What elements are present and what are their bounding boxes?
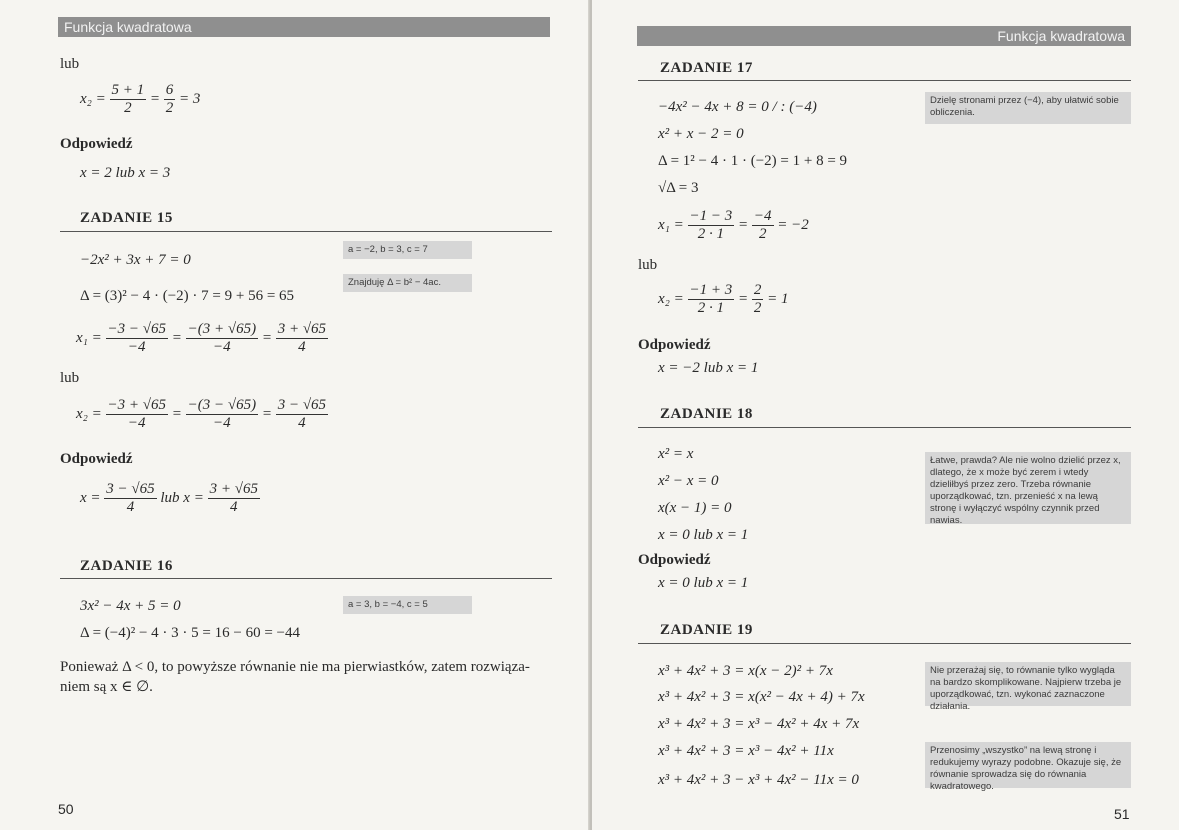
right-header-title: Funkcja kwadratowa	[997, 28, 1125, 44]
task-18-equation-4: x = 0 lub x = 1	[658, 527, 749, 543]
task-19-note-2: Przenosimy „wszystko” na lewą stronę i redukujemy wyrazy podobne. Okazuje się, że równanie sprowadza się do równania kwadratowego.	[925, 742, 1131, 788]
task-15-title: ZADANIE 15	[80, 210, 173, 226]
task-16-rule	[60, 578, 552, 579]
task-18-answer-heading: Odpowiedź	[638, 552, 711, 568]
task-17-delta: Δ = 1² − 4 · 1 · (−2) = 1 + 8 = 9	[658, 153, 848, 169]
right-header-banner	[637, 26, 1131, 46]
right-page	[592, 0, 1179, 830]
task-17-x2: x₂ = $\frac{-1 + 3}{2 \cdot 1}$ = $\frac{2}{2}$ = 1	[658, 282, 789, 316]
task-15-note-delta: Znajduję Δ = b² − 4ac.	[343, 274, 472, 292]
task-17-answer: x = −2 lub x = 1	[658, 360, 759, 376]
task-19-equation-4: x³ + 4x² + 3 = x³ − 4x² + 11x	[658, 743, 834, 759]
task-18-equation-1: x² = x	[658, 446, 694, 462]
task-17-x1: x₁ = $\frac{-1 - 3}{2 \cdot 1}$ = $\frac{-4}{2}$ = −2	[658, 208, 809, 242]
task-17-sqrt-delta: √Δ = 3	[658, 180, 699, 196]
task-16-equation: 3x² − 4x + 5 = 0	[80, 598, 181, 614]
task-18-rule	[638, 427, 1131, 428]
task-15-delta: Δ = (3)² − 4 · (−2) · 7 = 9 + 56 = 65	[80, 288, 295, 304]
answer-heading: Odpowiedź	[60, 136, 133, 152]
task-19-equation-5: x³ + 4x² + 3 − x³ + 4x² − 11x = 0	[658, 772, 859, 788]
answer-text: x = 2 lub x = 3	[80, 165, 171, 181]
task-17-note: Dzielę stronami przez (−4), aby ułatwić sobie obliczenia.	[925, 92, 1131, 124]
task-15-x2: x₂ = $\frac{-3 + √65}{-4}$ = $\frac{-(3 - √65)}{-4}$ = $\frac{3 - √65}{4}$	[76, 397, 327, 431]
task-15-rule	[60, 231, 552, 232]
task-16-delta: Δ = (−4)² − 4 · 3 · 5 = 16 − 60 = −44	[80, 625, 301, 641]
task-17-rule	[638, 80, 1131, 81]
task-17-answer-heading: Odpowiedź	[638, 337, 711, 353]
left-header-title: Funkcja kwadratowa	[64, 19, 192, 35]
lub-label: lub	[60, 56, 80, 72]
task-19-note-1: Nie przerażaj się, to równanie tylko wygląda na bardzo skomplikowane. Najpierw trzeba je uporządkować, tzn. wykonać zaznaczone działania.	[925, 662, 1131, 706]
task-18-note: Łatwe, prawda? Ale nie wolno dzielić przez x, dlatego, że x może być zerem i wtedy dzieliłbyś przez zero. Trzeba równanie uporządkować, tzn. przenieść x na lewą stronę i wyłączyć wspólny czynnik przed nawias.	[925, 452, 1131, 524]
task-19-rule	[638, 643, 1131, 644]
task-17-reduced-equation: x² + x − 2 = 0	[658, 126, 744, 142]
task-19-title: ZADANIE 19	[660, 622, 753, 638]
task-19-equation-3: x³ + 4x² + 3 = x³ − 4x² + 4x + 7x	[658, 716, 860, 732]
task-18-equation-3: x(x − 1) = 0	[658, 500, 732, 516]
task-15-answer-heading: Odpowiedź	[60, 451, 133, 467]
task-18-answer: x = 0 lub x = 1	[658, 575, 749, 591]
task-19-equation-2: x³ + 4x² + 3 = x(x² − 4x + 4) + 7x	[658, 689, 865, 705]
task-16-title: ZADANIE 16	[80, 558, 173, 574]
task-15-note-coefficients: a = −2, b = 3, c = 7	[343, 241, 472, 259]
task-15-equation: −2x² + 3x + 7 = 0	[80, 252, 191, 268]
task-15-lub: lub	[60, 370, 80, 386]
task-15-answer: x = $\frac{3 - √65}{4}$ lub x = $\frac{3 + √65}{4}$	[80, 481, 258, 515]
right-page-number: 51	[1114, 806, 1130, 822]
task-17-title: ZADANIE 17	[660, 60, 753, 76]
task-17-equation: −4x² − 4x + 8 = 0 / : (−4)	[658, 99, 817, 115]
left-header-banner	[58, 17, 550, 37]
task-18-title: ZADANIE 18	[660, 406, 753, 422]
task-15-x1: x₁ = $\frac{-3 - √65}{-4}$ = $\frac{-(3 + √65)}{-4}$ = $\frac{3 + √65}{4}$	[76, 321, 327, 355]
task-18-equation-2: x² − x = 0	[658, 473, 719, 489]
left-page-number: 50	[58, 801, 74, 817]
task-19-equation-1: x³ + 4x² + 3 = x(x − 2)² + 7x	[658, 663, 833, 679]
task-16-conclusion: Ponieważ Δ < 0, to powyższe równanie nie ma pierwiastków, zatem rozwiązaniem są x ∈ ∅.	[60, 659, 530, 695]
task-16-note-coefficients: a = 3, b = −4, c = 5	[343, 596, 472, 614]
x2-top-equation: x₂ = $\frac{5 + 1}{2}$ = $\frac{6}{2}$ = 3	[80, 82, 201, 116]
task-17-lub: lub	[638, 257, 658, 273]
